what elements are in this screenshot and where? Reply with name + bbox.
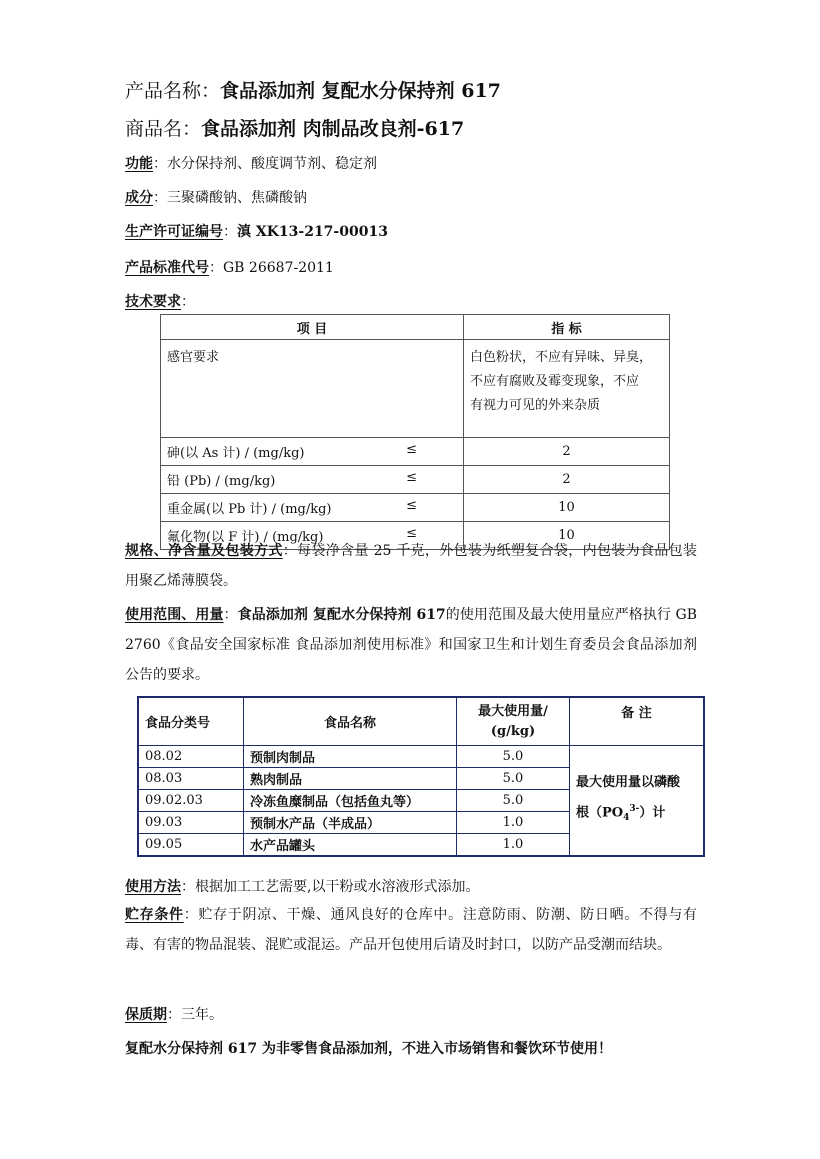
usage-table [137, 696, 705, 857]
sensory-line: 白色粉状，不应有异味、异臭， [470, 350, 653, 365]
storage-text: 贮存于阴凉、干燥、通风良好的仓库中。注意防雨、防潮、防日晒。不得与有毒、有害的物品混装、混贮或混运。产品开包使用后请及时封口，以防产品受潮而结块。 [125, 907, 698, 953]
function-sep: ： [153, 156, 167, 172]
item-cell [161, 466, 464, 494]
trade-name-line [125, 114, 464, 141]
note-cell [570, 746, 705, 857]
spec-label: 规格、净含量及包装方式 [125, 543, 283, 559]
scope-sep: ： [223, 607, 238, 623]
note-sup: 3- [629, 804, 640, 815]
header-item: 项 目 [161, 315, 464, 340]
table-row [161, 340, 670, 438]
method-text: 根据加工工艺需要,以干粉或水溶液形式添加。 [195, 879, 480, 895]
header-food-name: 食品名称 [244, 697, 457, 746]
ingredients-label: 成分 [125, 190, 153, 206]
standard-label: 产品标准代号 [125, 260, 209, 276]
leq-sign: ≤ [406, 470, 417, 485]
food-name: 熟肉制品 [244, 768, 457, 790]
product-name-value: 食品添加剂 复配水分保持剂 617 [220, 80, 501, 102]
table-row [161, 494, 670, 522]
note-line1: 最大使用量以磷酸 [576, 775, 681, 791]
tech-sep: ： [181, 294, 195, 310]
leq-sign: ≤ [406, 442, 417, 457]
standard-line [125, 257, 334, 277]
item-label: 重金属(以 Pb 计) / (mg/kg) [167, 502, 332, 517]
license-line [125, 221, 388, 241]
sensory-line: 不应有腐败及霉变现象，不应 [470, 374, 640, 389]
shelf-life-label: 保质期 [125, 1007, 167, 1023]
category-code: 09.02.03 [138, 790, 244, 812]
method-line [125, 876, 479, 896]
leq-sign: ≤ [406, 498, 417, 513]
leq-sign: ≤ [406, 526, 417, 541]
note-sub: 4 [623, 812, 630, 823]
food-name: 水产品罐头 [244, 834, 457, 857]
note-suffix: ）计 [639, 805, 666, 821]
category-code: 08.03 [138, 768, 244, 790]
header-max-line1: 最大使用量/ [478, 703, 548, 719]
license-value: 滇 XK13-217-00013 [237, 224, 388, 240]
max-usage: 1.0 [457, 834, 570, 857]
shelf-life-sep: ： [167, 1007, 181, 1023]
note-line2 [576, 796, 697, 831]
item-cell [161, 494, 464, 522]
food-name: 冷冻鱼糜制品（包括鱼丸等） [244, 790, 457, 812]
trade-name-value: 食品添加剂 肉制品改良剂-617 [201, 118, 465, 140]
ingredients-line [125, 187, 307, 207]
table-header-row [161, 315, 670, 340]
sensory-line: 有视力可见的外来杂质 [470, 398, 601, 413]
license-sep: ： [223, 224, 237, 240]
category-code: 08.02 [138, 746, 244, 768]
scope-paragraph [125, 600, 697, 690]
tech-line [125, 291, 195, 311]
footer-notice: 复配水分保持剂 617 为非零售食品添加剂，不进入市场销售和餐饮环节使用！ [125, 1041, 612, 1057]
item-cell [161, 438, 464, 466]
function-value: 水分保持剂、酸度调节剂、稳定剂 [167, 156, 377, 172]
storage-label: 贮存条件 [125, 907, 184, 923]
max-usage: 5.0 [457, 746, 570, 768]
product-name-line [125, 76, 501, 103]
product-name-label: 产品名称： [125, 80, 221, 102]
food-name: 预制肉制品 [244, 746, 457, 768]
sensory-indicator [464, 340, 670, 438]
technical-requirements-table [160, 314, 670, 550]
ingredients-value: 三聚磷酸钠、焦磷酸钠 [167, 190, 307, 206]
shelf-life-text: 三年。 [181, 1007, 223, 1023]
storage-paragraph [125, 900, 697, 960]
indicator-value: 10 [464, 494, 670, 522]
spec-sep: ： [282, 543, 298, 559]
max-usage: 5.0 [457, 790, 570, 812]
scope-label: 使用范围、用量 [125, 607, 224, 623]
sensory-item: 感官要求 [161, 340, 464, 438]
category-code: 09.03 [138, 812, 244, 834]
shelf-life-line [125, 1004, 223, 1024]
item-label: 氟化物(以 F 计) / (mg/kg) [167, 530, 324, 545]
table-row [161, 466, 670, 494]
indicator-value: 2 [464, 438, 670, 466]
function-label: 功能 [125, 156, 153, 172]
method-sep: ： [181, 879, 195, 895]
scope-bold-lead: 食品添加剂 复配水分保持剂 617 [237, 607, 446, 623]
header-category: 食品分类号 [138, 697, 244, 746]
header-max-line2: (g/kg) [490, 723, 536, 739]
standard-sep: ： [209, 260, 223, 276]
item-label: 铅 (Pb) / (mg/kg) [167, 474, 276, 489]
max-usage: 5.0 [457, 768, 570, 790]
table-header-row [138, 697, 704, 746]
category-code: 09.05 [138, 834, 244, 857]
spec-paragraph [125, 536, 697, 596]
license-label: 生产许可证编号 [125, 224, 223, 240]
trade-name-label: 商品名： [125, 118, 202, 140]
header-note: 备 注 [570, 697, 705, 746]
item-label: 砷(以 As 计) / (mg/kg) [167, 446, 305, 461]
header-max-usage [457, 697, 570, 746]
indicator-value: 2 [464, 466, 670, 494]
method-label: 使用方法 [125, 879, 181, 895]
header-indicator: 指 标 [464, 315, 670, 340]
table-row [138, 746, 704, 768]
scope-text: 的使用范围及最大使用量应严格执行 GB 2760《食品安全国家标准 食品添加剂使用标准》和国家卫生和计划生育委员会食品添加剂公告的要求。 [125, 607, 698, 683]
note-prefix: 根（PO [576, 805, 624, 821]
standard-value: GB 26687-2011 [223, 260, 334, 276]
storage-sep: ： [183, 907, 199, 923]
max-usage: 1.0 [457, 812, 570, 834]
ingredients-sep: ： [153, 190, 167, 206]
tech-label: 技术要求 [125, 294, 181, 310]
food-name: 预制水产品（半成品） [244, 812, 457, 834]
indicator-value: 10 [464, 522, 670, 550]
table-row [161, 438, 670, 466]
function-line [125, 153, 377, 173]
spec-text: 每袋净含量 25 千克，外包装为纸塑复合袋，内包装为食品包装用聚乙烯薄膜袋。 [125, 543, 698, 589]
